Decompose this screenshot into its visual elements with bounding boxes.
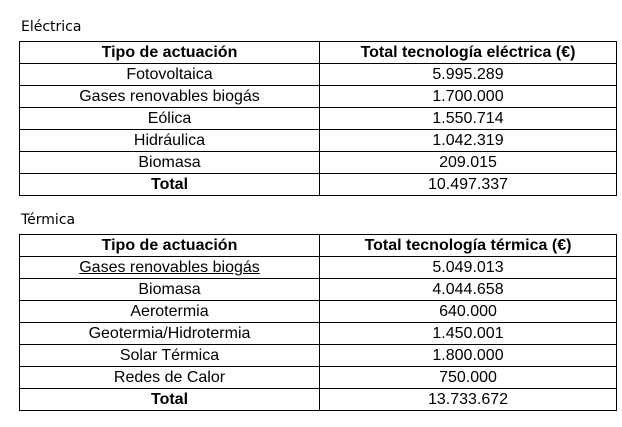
cell-tipo: Gases renovables biogás <box>20 86 320 108</box>
table-header-row <box>20 42 617 64</box>
cell-total: 5.049.013 <box>320 257 617 279</box>
table-row <box>20 130 617 152</box>
header-total-termica: Total tecnología térmica (€) <box>320 235 617 257</box>
cell-total: 209.015 <box>320 152 617 174</box>
cell-tipo: Eólica <box>20 108 320 130</box>
cell-tipo: Fotovoltaica <box>20 64 320 86</box>
table-electrica <box>19 41 617 196</box>
table-row <box>20 108 617 130</box>
header-tipo-actuacion: Tipo de actuación <box>20 42 320 64</box>
table-row <box>20 301 617 323</box>
cell-total: 750.000 <box>320 367 617 389</box>
cell-tipo: Hidráulica <box>20 130 320 152</box>
header-total-electrica: Total tecnología eléctrica (€) <box>320 42 617 64</box>
table-header-row <box>20 235 617 257</box>
cell-tipo: Aerotermia <box>20 301 320 323</box>
total-row <box>20 174 617 196</box>
table-row <box>20 257 617 279</box>
cell-tipo: Biomasa <box>20 279 320 301</box>
cell-total: 1.042.319 <box>320 130 617 152</box>
total-value: 10.497.337 <box>320 174 617 196</box>
cell-total: 1.450.001 <box>320 323 617 345</box>
table-termica <box>19 234 617 411</box>
table-row <box>20 86 617 108</box>
cell-total: 5.995.289 <box>320 64 617 86</box>
cell-total: 1.700.000 <box>320 86 617 108</box>
table-row <box>20 323 617 345</box>
table-row <box>20 345 617 367</box>
table-row <box>20 152 617 174</box>
header-tipo-actuacion: Tipo de actuación <box>20 235 320 257</box>
total-value: 13.733.672 <box>320 389 617 411</box>
table-row <box>20 279 617 301</box>
cell-tipo: Biomasa <box>20 152 320 174</box>
cell-total: 640.000 <box>320 301 617 323</box>
cell-tipo <box>20 257 320 279</box>
total-label: Total <box>20 389 320 411</box>
total-label: Total <box>20 174 320 196</box>
cell-tipo: Geotermia/Hidrotermia <box>20 323 320 345</box>
cell-tipo-text: Gases renovables biogás <box>79 259 260 276</box>
section-title-termica: Térmica <box>21 212 76 228</box>
cell-total: 4.044.658 <box>320 279 617 301</box>
cell-total: 1.550.714 <box>320 108 617 130</box>
cell-total: 1.800.000 <box>320 345 617 367</box>
section-title-electrica: Eléctrica <box>21 19 82 35</box>
total-row <box>20 389 617 411</box>
cell-tipo: Redes de Calor <box>20 367 320 389</box>
table-row <box>20 367 617 389</box>
table-row <box>20 64 617 86</box>
cell-tipo: Solar Térmica <box>20 345 320 367</box>
